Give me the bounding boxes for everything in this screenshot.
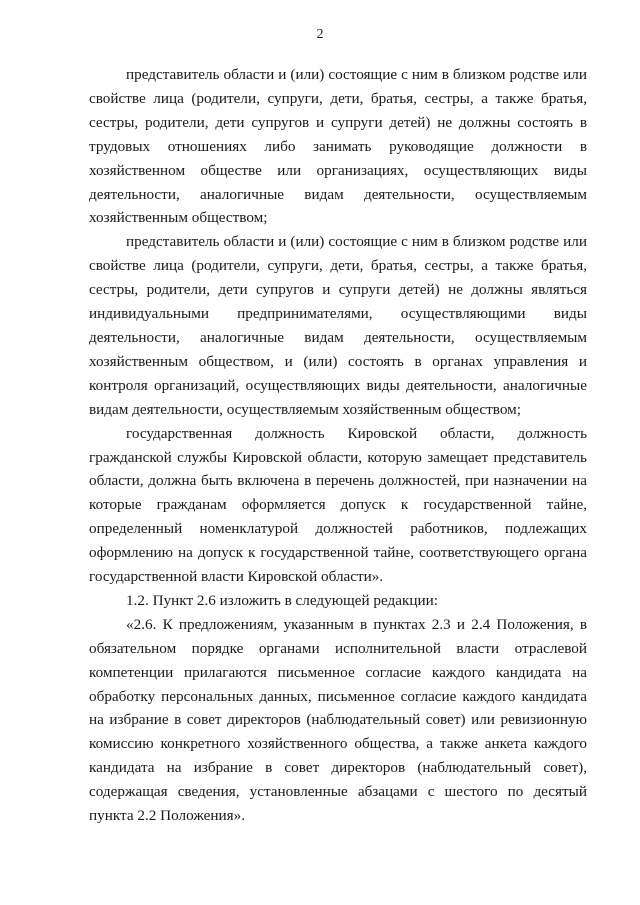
paragraph-state-position-clearance: государственная должность Кировской области, должность гражданской службы Кировской области, которую замещает представитель области, должна быть включена в перечень должностей, при назначении на которые гражданам оформляется допуск к государственной тайне, определенный номенклатурой должностей работников, подлежащих оформлению на допуск к государственной тайне, соответствующего органа государственной власти Кировской области». [89, 424, 587, 586]
page-number: 2 [316, 27, 324, 42]
paragraph-item-1-2: 1.2. Пункт 2.6 изложить в следующей редакции: [126, 591, 439, 609]
paragraph-item-2-6: «2.6. К предложениям, указанным в пунктах 2.3 и 2.4 Положения, в обязательном порядке органами исполнительной власти отраслевой компетенции прилагаются письменное согласие каждого кандидата на обработку персональных данных, письменное согласие каждого кандидата на избрание в совет директоров (наблюдательный совет) или ревизионную комиссию конкретного хозяйственного общества, а также анкета каждого кандидата на избрание в совет директоров (наблюдательный совет), содержащая сведения, установленные абзацами с шестого по десятый пункта 2.2 Положения». [89, 615, 587, 825]
paragraph-representative-employment: представитель области и (или) состоящие с ним в близком родстве или свойстве лица (родители, супруги, дети, братья, сестры, а также братья, сестры, родители, дети супругов и супруги детей) не должны состоять в трудовых отношениях либо занимать руководящие должности в хозяйственном обществе или организациях, осуществляющих виды деятельности, аналогичные видам деятельности, осуществляемым хозяйственным обществом; [89, 66, 587, 227]
paragraph-representative-entrepreneurship: представитель области и (или) состоящие с ним в близком родстве или свойстве лица (родители, супруги, дети, братья, сестры, а также братья, сестры, родители, дети супругов и супруги детей) не должны являться индивидуальными предпринимателями, осуществляющими виды деятельности, аналогичные видам деятельности, осуществляемым хозяйственным обществом, и (или) состоять в органах управления и контроля организаций, осуществляющих виды деятельности, аналогичные видам деятельности, осуществляемым хозяйственным обществом; [89, 233, 587, 418]
document-body [89, 63, 587, 828]
